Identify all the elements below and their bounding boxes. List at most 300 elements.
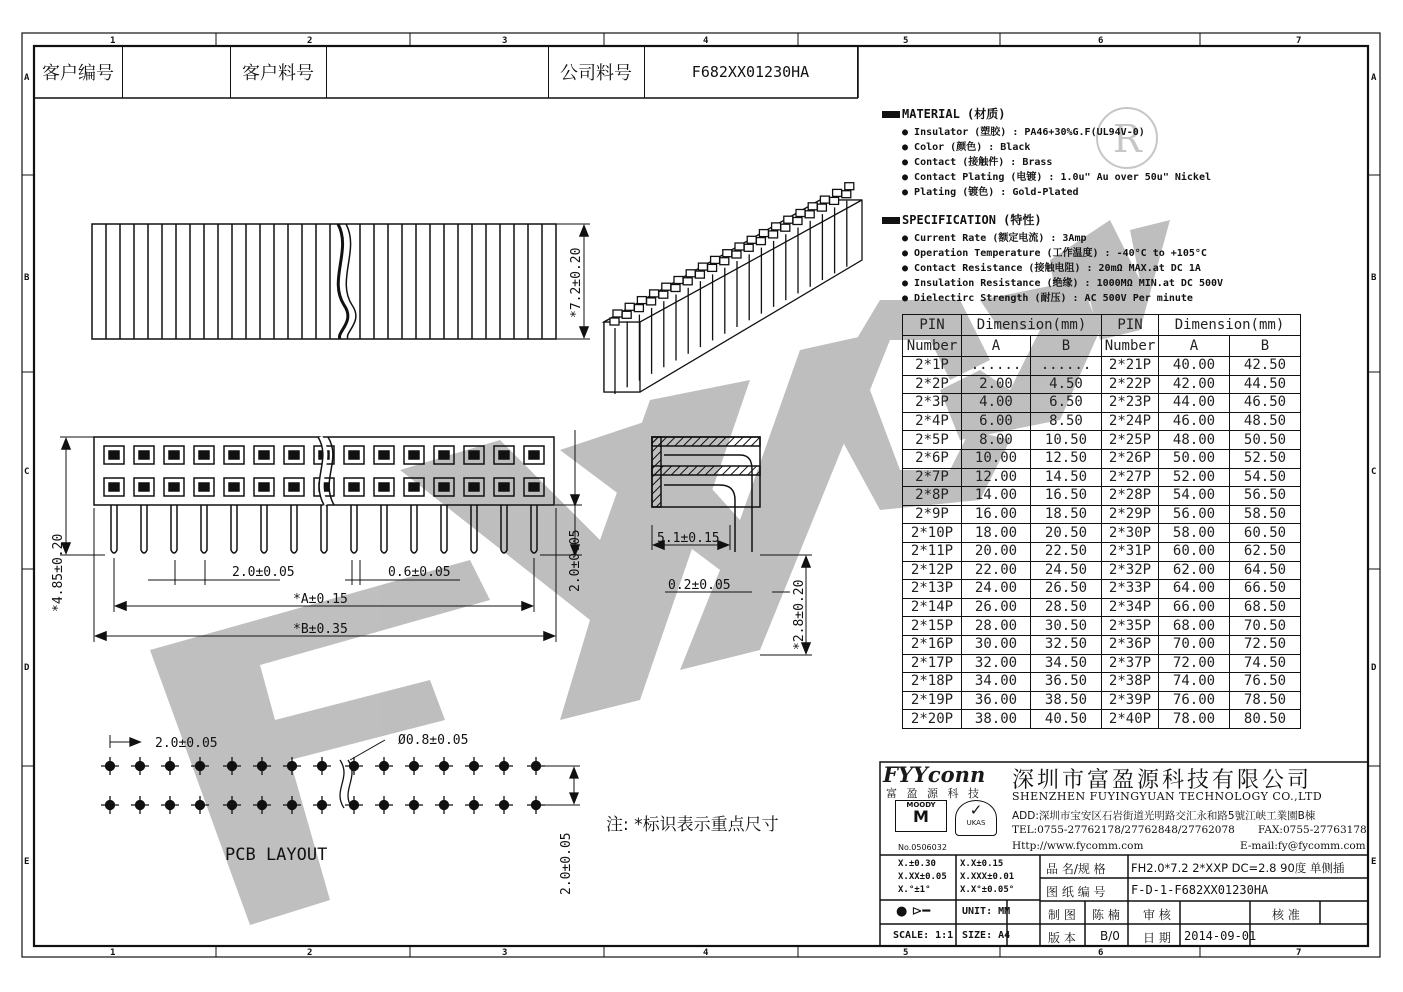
pin-count-cell: 2*40P xyxy=(1102,710,1159,729)
b-dimension: *B±0.35 xyxy=(293,622,348,637)
iso-cell xyxy=(820,196,829,203)
row-label: D xyxy=(24,663,30,673)
dim-b-cell: 70.50 xyxy=(1230,617,1301,636)
front-cell-hole xyxy=(259,451,269,459)
front-pin xyxy=(381,505,387,553)
dim-b-cell: 80.50 xyxy=(1230,710,1301,729)
pin-dimension-table xyxy=(902,314,1301,729)
dim-a-cell: 50.00 xyxy=(1159,449,1230,468)
dim-a-cell: 52.00 xyxy=(1159,468,1230,487)
pin-table-row xyxy=(903,635,1301,654)
pin-count-cell: 2*32P xyxy=(1102,561,1159,580)
date-label: 日 期 xyxy=(1143,931,1171,945)
dim-b-cell: 42.50 xyxy=(1230,357,1301,376)
iso-cell xyxy=(772,223,781,230)
specification-title: SPECIFICATION (特性) xyxy=(882,211,1042,228)
side-offset-dimension: 0.2±0.05 xyxy=(668,578,731,593)
a-dimension: *A±0.15 xyxy=(293,592,348,607)
dim-b-cell: 62.50 xyxy=(1230,542,1301,561)
th-number: Number xyxy=(1102,336,1159,357)
iso-cell xyxy=(720,258,729,265)
dim-b-cell: 58.50 xyxy=(1230,505,1301,524)
product-value: FH2.0*7.2 2*XXP DC=2.8 90度 单侧插 xyxy=(1131,861,1345,875)
top-view-drawing xyxy=(92,224,590,339)
company-tel: TEL:0755-27762178/27762848/27762078 xyxy=(1012,824,1235,836)
iso-cell xyxy=(793,218,802,225)
company-email: E-mail:fy@fycomm.com xyxy=(1240,840,1366,852)
drawer-name: 陈 楠 xyxy=(1092,908,1120,922)
dim-a-cell: 20.00 xyxy=(962,542,1031,561)
front-pin xyxy=(171,505,177,553)
front-cell-hole xyxy=(349,451,359,459)
iso-cell xyxy=(686,270,695,277)
front-cell-hole xyxy=(139,483,149,491)
material-title: MATERIAL (材质) xyxy=(882,105,1005,122)
dim-b-cell: 44.50 xyxy=(1230,375,1301,394)
dim-a-cell: 72.00 xyxy=(1159,654,1230,673)
cert-number: No.0506032 xyxy=(898,843,947,852)
iso-cell xyxy=(650,290,659,297)
iso-cell xyxy=(735,243,744,250)
front-cell-hole xyxy=(439,451,449,459)
dim-a-cell: 56.00 xyxy=(1159,505,1230,524)
col-label: 2 xyxy=(307,36,313,46)
dim-b-cell: 32.50 xyxy=(1031,635,1102,654)
pin-table-row xyxy=(903,375,1301,394)
row-label: D xyxy=(1371,663,1377,673)
spec-item: ● Dielectirc Strength (耐压) : AC 500V Per minute xyxy=(902,293,1193,304)
dim-a-cell: 58.00 xyxy=(1159,524,1230,543)
pin-count-cell: 2*17P xyxy=(903,654,962,673)
pin-table-row xyxy=(903,561,1301,580)
dim-b-cell: 54.50 xyxy=(1230,468,1301,487)
tolerance-5: X.°±1° xyxy=(898,885,931,895)
dim-a-cell: 26.00 xyxy=(962,598,1031,617)
iso-cell xyxy=(781,224,790,231)
iso-cell xyxy=(671,285,680,292)
iso-cell xyxy=(695,271,704,278)
pin-count-cell: 2*9P xyxy=(903,505,962,524)
iso-cell xyxy=(622,311,631,318)
dim-b-cell: 52.50 xyxy=(1230,449,1301,468)
iso-cell xyxy=(830,197,839,204)
dim-b-cell: ...... xyxy=(1031,357,1102,376)
col-label: 6 xyxy=(1098,948,1104,958)
drawing-no-label: 图 纸 编 号 xyxy=(1046,885,1106,899)
scale-label: SCALE: 1:1 xyxy=(893,930,954,941)
pcb-pitch-dimension: 2.0±0.05 xyxy=(155,736,218,751)
pin-count-cell: 2*31P xyxy=(1102,542,1159,561)
version-label: 版 本 xyxy=(1048,931,1076,945)
dim-b-cell: 30.50 xyxy=(1031,617,1102,636)
front-cell-hole xyxy=(439,483,449,491)
row-label: A xyxy=(1371,73,1377,83)
pin-count-cell: 2*30P xyxy=(1102,524,1159,543)
front-cell-hole xyxy=(199,483,209,491)
dim-b-cell: 4.50 xyxy=(1031,375,1102,394)
col-label: 1 xyxy=(110,36,116,46)
iso-cell xyxy=(637,297,646,304)
customer-part-label: 客户料号 xyxy=(230,46,327,98)
unit-label: UNIT: MM xyxy=(962,906,1011,917)
dim-b-cell: 40.50 xyxy=(1031,710,1102,729)
pin-count-cell: 2*16P xyxy=(903,635,962,654)
dim-b-cell: 76.50 xyxy=(1230,673,1301,692)
dim-a-cell: 70.00 xyxy=(1159,635,1230,654)
col-label: 4 xyxy=(703,948,709,958)
dim-b-cell: 46.50 xyxy=(1230,394,1301,413)
pin-count-cell: 2*35P xyxy=(1102,617,1159,636)
dim-b-cell: 38.50 xyxy=(1031,691,1102,710)
front-pin xyxy=(351,505,357,553)
pin-table-row xyxy=(903,505,1301,524)
iso-cell xyxy=(732,251,741,258)
dim-a-cell: 28.00 xyxy=(962,617,1031,636)
pin-count-cell: 2*20P xyxy=(903,710,962,729)
th-dimension: Dimension(mm) xyxy=(962,315,1102,336)
front-cell-hole xyxy=(139,451,149,459)
front-cell-hole xyxy=(349,483,359,491)
moody-logo: MOODY M xyxy=(895,800,947,832)
col-label: 5 xyxy=(903,948,909,958)
pin-count-cell: 2*6P xyxy=(903,449,962,468)
iso-cell xyxy=(805,211,814,218)
pin-count-cell: 2*2P xyxy=(903,375,962,394)
dim-a-cell: 16.00 xyxy=(962,505,1031,524)
company-logo: FYYconn xyxy=(883,762,986,787)
front-cell-hole xyxy=(229,451,239,459)
col-label: 4 xyxy=(703,36,709,46)
pin-count-cell: 2*38P xyxy=(1102,673,1159,692)
side-depth-dimension: 5.1±0.15 xyxy=(657,531,720,546)
col-label: 6 xyxy=(1098,36,1104,46)
company-name-cn: 深圳市富盈源科技有限公司 xyxy=(1012,768,1313,793)
tolerance-6: X.X°±0.05° xyxy=(960,885,1015,895)
iso-cell xyxy=(759,230,768,237)
front-pin xyxy=(291,505,297,553)
row-label: C xyxy=(1371,467,1377,477)
pin-table-row xyxy=(903,487,1301,506)
pin-count-cell: 2*11P xyxy=(903,542,962,561)
col-label: 2 xyxy=(307,948,313,958)
dim-b-cell: 74.50 xyxy=(1230,654,1301,673)
dim-b-cell: 48.50 xyxy=(1230,412,1301,431)
dim-b-cell: 10.50 xyxy=(1031,431,1102,450)
check-label: 审 核 xyxy=(1143,908,1171,922)
drawing-no-value: F-D-1-F682XX01230HA xyxy=(1131,883,1269,897)
iso-cell xyxy=(610,318,619,325)
front-cell-hole xyxy=(289,483,299,491)
iso-cell xyxy=(647,298,656,305)
dim-a-cell: 14.00 xyxy=(962,487,1031,506)
company-logo-sub: 富 盈 源 科 技 xyxy=(886,787,982,800)
front-pin xyxy=(321,505,327,553)
dim-a-cell: 18.00 xyxy=(962,524,1031,543)
row-label: A xyxy=(24,73,30,83)
th-a: A xyxy=(962,336,1031,357)
pin-count-cell: 2*34P xyxy=(1102,598,1159,617)
iso-cell xyxy=(845,183,854,190)
iso-cell xyxy=(683,278,692,285)
iso-cell xyxy=(723,250,732,257)
pin-table-row xyxy=(903,691,1301,710)
pin-count-cell: 2*33P xyxy=(1102,580,1159,599)
dim-a-cell: 2.00 xyxy=(962,375,1031,394)
pin-count-cell: 2*8P xyxy=(903,487,962,506)
dim-b-cell: 26.50 xyxy=(1031,580,1102,599)
customer-no-label: 客户编号 xyxy=(34,46,123,98)
iso-cell xyxy=(634,305,643,312)
front-cell-hole xyxy=(109,451,119,459)
dim-b-cell: 56.50 xyxy=(1230,487,1301,506)
pin-table-row xyxy=(903,431,1301,450)
pin-count-cell: 2*4P xyxy=(903,412,962,431)
dim-a-cell: 62.00 xyxy=(1159,561,1230,580)
pin-count-cell: 2*21P xyxy=(1102,357,1159,376)
material-item: ● Contact Plating (电镀) : 1.0u" Au over 50u" Nickel xyxy=(902,172,1211,183)
iso-cell xyxy=(744,244,753,251)
pin-count-cell: 2*36P xyxy=(1102,635,1159,654)
front-cell-hole xyxy=(169,451,179,459)
th-pin: PIN xyxy=(903,315,962,336)
pin-count-cell: 2*3P xyxy=(903,394,962,413)
pcb-hole-dimension: Ø0.8±0.05 xyxy=(398,733,469,748)
front-cell-hole xyxy=(409,451,419,459)
dim-a-cell: 8.00 xyxy=(962,431,1031,450)
svg-text:R: R xyxy=(1113,117,1142,161)
front-pin xyxy=(411,505,417,553)
company-http: Http://www.fycomm.com xyxy=(1012,840,1144,852)
iso-cell xyxy=(625,303,634,310)
pin-table-row xyxy=(903,394,1301,413)
pin-count-cell: 2*7P xyxy=(903,468,962,487)
dim-a-cell: 38.00 xyxy=(962,710,1031,729)
dim-a-cell: 78.00 xyxy=(1159,710,1230,729)
pin-count-cell: 2*37P xyxy=(1102,654,1159,673)
front-pin xyxy=(231,505,237,553)
th-pin: PIN xyxy=(1102,315,1159,336)
date-value: 2014-09-01 xyxy=(1184,929,1257,943)
dim-b-cell: 64.50 xyxy=(1230,561,1301,580)
iso-cell xyxy=(769,231,778,238)
pin-count-cell: 2*19P xyxy=(903,691,962,710)
pin-table-row xyxy=(903,580,1301,599)
iso-cell xyxy=(662,283,671,290)
pin-table-row xyxy=(903,524,1301,543)
pin-count-cell: 2*39P xyxy=(1102,691,1159,710)
dim-b-cell: 72.50 xyxy=(1230,635,1301,654)
spec-item: ● Contact Resistance (接触电阻) : 20mΩ MAX.at DC 1A xyxy=(902,263,1201,274)
dim-b-cell: 24.50 xyxy=(1031,561,1102,580)
iso-cell xyxy=(708,264,717,271)
th-dimension: Dimension(mm) xyxy=(1159,315,1301,336)
dim-b-cell: 8.50 xyxy=(1031,412,1102,431)
front-pin xyxy=(141,505,147,553)
front-pin xyxy=(201,505,207,553)
iso-cell xyxy=(817,204,826,211)
pin-count-cell: 2*14P xyxy=(903,598,962,617)
iso-cell xyxy=(756,238,765,245)
spec-item: ● Current Rate (额定电流) : 3Amp xyxy=(902,233,1087,244)
dim-b-cell: 16.50 xyxy=(1031,487,1102,506)
total-height-dimension: *4.85±0.20 xyxy=(51,533,66,612)
front-cell-hole xyxy=(169,483,179,491)
pin-table-row xyxy=(903,357,1301,376)
pin-count-cell: 2*12P xyxy=(903,561,962,580)
customer-no-value[interactable] xyxy=(122,46,231,98)
pin-table-row xyxy=(903,468,1301,487)
dim-a-cell: 68.00 xyxy=(1159,617,1230,636)
dim-a-cell: 40.00 xyxy=(1159,357,1230,376)
dim-b-cell: 18.50 xyxy=(1031,505,1102,524)
pin-count-cell: 2*26P xyxy=(1102,449,1159,468)
pin-width-dimension: 0.6±0.05 xyxy=(388,565,451,580)
ukas-logo: ✓ UKAS xyxy=(955,800,997,836)
pin-length-dimension: 2.0±0.05 xyxy=(568,529,583,592)
pin-table-row xyxy=(903,449,1301,468)
front-cell-hole xyxy=(469,451,479,459)
dim-a-cell: 32.00 xyxy=(962,654,1031,673)
iso-cell xyxy=(842,191,851,198)
dim-a-cell: 36.00 xyxy=(962,691,1031,710)
customer-part-value[interactable] xyxy=(326,46,549,98)
dim-a-cell: 4.00 xyxy=(962,394,1031,413)
pin-count-cell: 2*25P xyxy=(1102,431,1159,450)
front-cell-hole xyxy=(379,483,389,491)
th-b: B xyxy=(1031,336,1102,357)
dim-a-cell: 10.00 xyxy=(962,449,1031,468)
side-pin-dimension: *2.8±0.20 xyxy=(792,579,807,650)
dim-a-cell: 44.00 xyxy=(1159,394,1230,413)
iso-cell xyxy=(711,256,720,263)
pin-count-cell: 2*22P xyxy=(1102,375,1159,394)
front-cell-hole xyxy=(529,451,539,459)
front-cell-hole xyxy=(379,451,389,459)
iso-cell xyxy=(613,310,622,317)
col-label: 3 xyxy=(502,948,508,958)
dim-b-cell: 20.50 xyxy=(1031,524,1102,543)
pin-table-row xyxy=(903,542,1301,561)
dim-b-cell: 14.50 xyxy=(1031,468,1102,487)
dim-a-cell: 54.00 xyxy=(1159,487,1230,506)
th-a: A xyxy=(1159,336,1230,357)
th-number: Number xyxy=(903,336,962,357)
key-dimension-note: 注: *标识表示重点尺寸 xyxy=(606,815,779,835)
version-value: B/0 xyxy=(1100,929,1120,943)
material-item: ● Color (颜色) : Black xyxy=(902,142,1031,153)
pin-table-row xyxy=(903,617,1301,636)
pin-table-row xyxy=(903,710,1301,729)
row-label: B xyxy=(24,273,30,283)
dim-b-cell: 6.50 xyxy=(1031,394,1102,413)
pin-count-cell: 2*23P xyxy=(1102,394,1159,413)
dim-a-cell: 60.00 xyxy=(1159,542,1230,561)
dim-b-cell: 22.50 xyxy=(1031,542,1102,561)
dim-a-cell: 66.00 xyxy=(1159,598,1230,617)
front-cell-hole xyxy=(229,483,239,491)
pin-table-row xyxy=(903,654,1301,673)
front-pin xyxy=(111,505,117,553)
dim-b-cell: 78.50 xyxy=(1230,691,1301,710)
iso-cell xyxy=(674,277,683,284)
dim-a-cell: 42.00 xyxy=(1159,375,1230,394)
col-label: 3 xyxy=(502,36,508,46)
dim-b-cell: 34.50 xyxy=(1031,654,1102,673)
dim-a-cell: 30.00 xyxy=(962,635,1031,654)
iso-cell xyxy=(698,263,707,270)
front-cell-hole xyxy=(199,451,209,459)
material-item: ● Insulator (塑胶) : PA46+30%G.F(UL94V-0) xyxy=(902,127,1145,138)
pin-count-cell: 2*24P xyxy=(1102,412,1159,431)
front-cell-hole xyxy=(499,483,509,491)
draw-label: 制 图 xyxy=(1048,908,1076,922)
pin-count-cell: 2*10P xyxy=(903,524,962,543)
company-part-value: F682XX01230HA xyxy=(644,46,858,98)
pin-count-cell: 2*28P xyxy=(1102,487,1159,506)
spec-item: ● Insulation Resistance (绝缘) : 1000MΩ MIN.at DC 500V xyxy=(902,278,1224,289)
dim-b-cell: 68.50 xyxy=(1230,598,1301,617)
col-label: 1 xyxy=(110,948,116,958)
front-cell-hole xyxy=(499,451,509,459)
dim-a-cell: 74.00 xyxy=(1159,673,1230,692)
row-label: E xyxy=(1371,857,1377,867)
product-label: 品 名/规 格 xyxy=(1046,862,1106,876)
iso-cell xyxy=(747,236,756,243)
row-label: B xyxy=(1371,273,1377,283)
dim-a-cell: 46.00 xyxy=(1159,412,1230,431)
pin-table-row xyxy=(903,598,1301,617)
dim-a-cell: 12.00 xyxy=(962,468,1031,487)
col-label: 5 xyxy=(903,36,909,46)
iso-cell xyxy=(659,291,668,298)
tolerance-1: X.±0.30 xyxy=(898,859,936,869)
pin-count-cell: 2*5P xyxy=(903,431,962,450)
dim-b-cell: 12.50 xyxy=(1031,449,1102,468)
size-label: SIZE: A4 xyxy=(962,930,1011,941)
pcb-layout-label: PCB LAYOUT xyxy=(225,845,328,865)
pitch-dimension: 2.0±0.05 xyxy=(232,565,295,580)
dim-b-cell: 50.50 xyxy=(1230,431,1301,450)
dim-a-cell: 76.00 xyxy=(1159,691,1230,710)
pin-count-cell: 2*27P xyxy=(1102,468,1159,487)
pin-count-cell: 2*29P xyxy=(1102,505,1159,524)
iso-cell xyxy=(796,210,805,217)
front-cell-hole xyxy=(469,483,479,491)
dim-a-cell: 6.00 xyxy=(962,412,1031,431)
dim-b-cell: 60.50 xyxy=(1230,524,1301,543)
height-dimension: *7.2±0.20 xyxy=(569,247,584,318)
projection-icon: ● ⊳━ xyxy=(896,904,931,919)
iso-cell xyxy=(833,189,842,196)
front-cell-hole xyxy=(259,483,269,491)
iso-cell xyxy=(808,203,817,210)
dim-a-cell: 64.00 xyxy=(1159,580,1230,599)
dim-a-cell: 24.00 xyxy=(962,580,1031,599)
front-cell-hole xyxy=(109,483,119,491)
tolerance-4: X.XXX±0.01 xyxy=(960,872,1015,882)
th-b: B xyxy=(1230,336,1301,357)
spec-item: ● Operation Temperature (工作温度) : -40°C to +105°C xyxy=(902,248,1207,259)
pin-count-cell: 2*15P xyxy=(903,617,962,636)
col-label: 7 xyxy=(1296,36,1302,46)
row-label: C xyxy=(24,467,30,477)
pin-count-cell: 2*13P xyxy=(903,580,962,599)
dim-a-cell: 34.00 xyxy=(962,673,1031,692)
iso-cell xyxy=(784,216,793,223)
front-pin xyxy=(261,505,267,553)
pcb-row-dimension: 2.0±0.05 xyxy=(559,832,574,895)
pin-count-cell: 2*18P xyxy=(903,673,962,692)
